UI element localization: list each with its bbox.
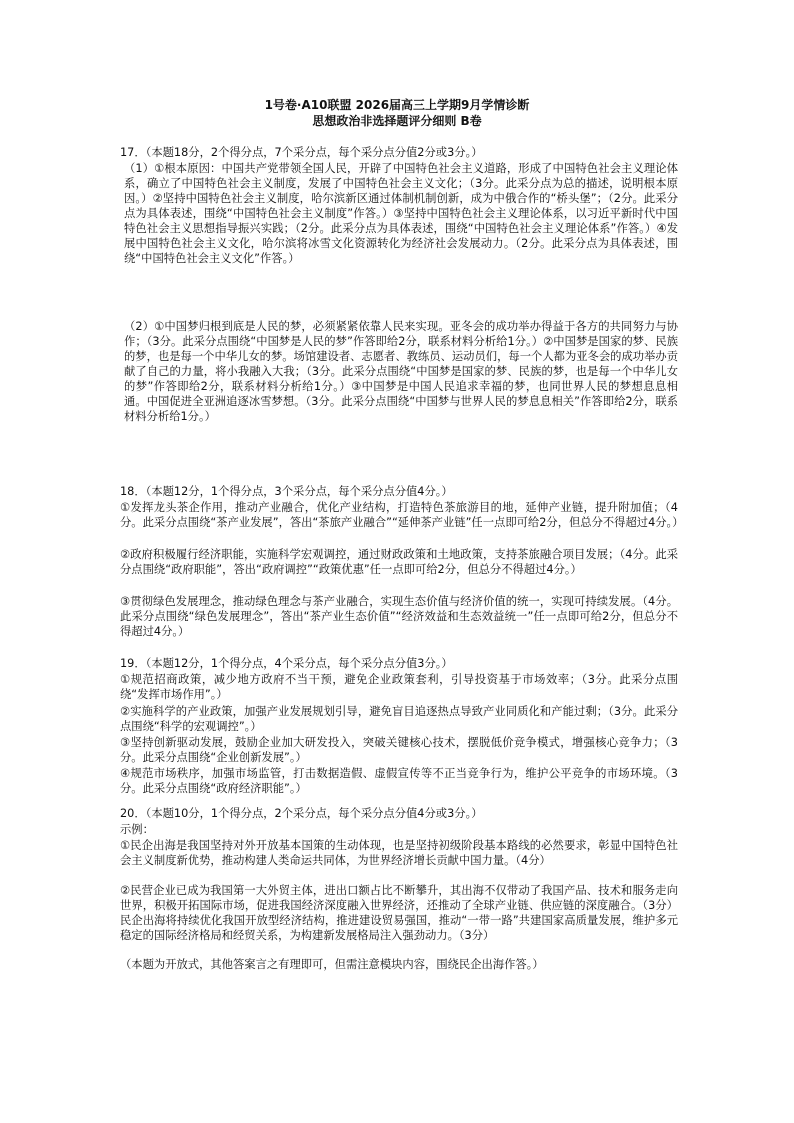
q19-heading: 19．（本题12分，1个得分点，4个采分点，每个采分点分值3分。） [120, 657, 453, 670]
q18-point3: ③贯彻绿色发展理念，推动绿色理念与茶产业融合，实现生态价值与经济价值的统一，实现可持续发展。（4分。此采分点围绕“绿色发展理念”，答出“茶产业生态价值”“经济效益和生态效益统一”任一点即可给2分，但总分不得超过4分。） [120, 595, 678, 638]
document-subtitle: 思想政治非选择题评分细则 B卷 [312, 114, 482, 128]
q19-point2: ②实施科学的产业政策，加强产业发展规划引导，避免盲目追逐热点导致产业同质化和产能过剩；（3分。此采分点围绕“科学的宏观调控”。） [120, 705, 678, 733]
q20-point1: ①民企出海是我国坚持对外开放基本国策的生动体现，也是坚持初级阶段基本路线的必然要求，彰显中国特色社会主义制度新优势，推动构建人类命运共同体，为世界经济增长贡献中国力量。（4分） [120, 839, 678, 867]
q17-heading: 17．（本题18分，2个得分点，7个采分点，每个采分点分值2分或3分。） [120, 146, 483, 159]
q17-part1: （1）①根本原因：中国共产党带领全国人民，开辟了中国特色社会主义道路，形成了中国特色社会主义理论体系，确立了中国特色社会主义制度，发展了中国特色社会主义文化；（3分。此采分点为总的描述，说明根本原因。）②坚持中国特色社会主义制度，哈尔滨新区通过体制机制创新，成为中俄合作的“桥头堡”；（2分。此采分点为具体表述，围绕“中国特色社会主义制度”作答。）③坚持中国特色社会主义理论体系，以习近平新时代中国特色社会主义思想指导振兴实践；（2分。此采分点为具体表述，围绕“中国特色社会主义理论体系”作答。）④发展中国特色社会主义文化，哈尔滨将冰雪文化资源转化为经济社会发展动力。（2分。此采分点为具体表述，围绕“中国特色社会主义文化”作答。） [124, 162, 678, 265]
q20-point2: ②民营企业已成为我国第一大外贸主体，进出口额占比不断攀升，其出海不仅带动了我国产品、技术和服务走向世界，积极开拓国际市场，促进我国经济深度融入世界经济，还推动了全球产业链、供应链的深度融合。（3分）民企出海将持续优化我国开放型经济结构，推进建设贸易强国，推动“一带一路”共建国家高质量发展，维护多元稳定的国际经济格局和经贸关系，为构建新发展格局注入强劲动力。（3分） [120, 884, 678, 942]
q20-example-label: 示例： [120, 823, 154, 836]
q18-point1: ①发挥龙头茶企作用，推动产业融合，优化产业结构，打造特色茶旅游目的地，延伸产业链，提升附加值；（4分。此采分点围绕“茶产业发展”，答出“茶旅产业融合”“延伸茶产业链”任一点即可给2分，但总分不得超过4分。） [120, 501, 684, 529]
q18-heading: 18．（本题12分，1个得分点，3个采分点，每个采分点分值4分。） [120, 485, 453, 498]
q20-heading: 20．（本题10分，1个得分点，2个采分点，每个采分点分值4分或3分。） [120, 807, 483, 820]
q19-point1: ①规范招商政策，减少地方政府不当干预，避免企业政策套利，引导投资基于市场效率；（3分。此采分点围绕“发挥市场作用”。） [120, 673, 678, 701]
q17-part2: （2）①中国梦归根到底是人民的梦，必须紧紧依靠人民来实现。亚冬会的成功举办得益于各方的共同努力与协作；（3分。此采分点围绕“中国梦是人民的梦”作答即给2分，联系材料分析给1分。）②中国梦是国家的梦、民族的梦，也是每一个中华儿女的梦。场馆建设者、志愿者、教练员、运动员们，每一个人都为亚冬会的成功举办贡献了自己的力量，将小我融入大我；（3分。此采分点围绕“中国梦是国家的梦、民族的梦，也是每一个中华儿女的梦”作答即给2分，联系材料分析给1分。）③中国梦是中国人民追求幸福的梦，也同世界人民的梦想息息相通。中国促进全亚洲追逐冰雪梦想。（3分。此采分点围绕“中国梦与世界人民的梦息息相关”作答即给2分，联系材料分析给1分。） [124, 320, 678, 423]
q19-point3: ③坚持创新驱动发展，鼓励企业加大研发投入，突破关键核心技术，摆脱低价竞争模式，增强核心竞争力；（3分。此采分点围绕“企业创新发展”。） [120, 736, 678, 764]
q20-note: （本题为开放式，其他答案言之有理即可，但需注意模块内容，围绕民企出海作答。） [120, 958, 544, 971]
document-title: 1号卷·A10联盟 2026届高三上学期9月学情诊断 [264, 98, 530, 112]
q19-point4: ④规范市场秩序，加强市场监管，打击数据造假、虚假宣传等不正当竞争行为，维护公平竞争的市场环境。（3分。此采分点围绕“政府经济职能”。） [120, 767, 678, 795]
q18-point2: ②政府积极履行经济职能，实施科学宏观调控，通过财政政策和土地政策，支持茶旅融合项目发展；（4分。此采分点围绕“政府职能”，答出“政府调控”“政策优惠”任一点即可给2分，但总分不得超过4分。） [120, 548, 678, 576]
